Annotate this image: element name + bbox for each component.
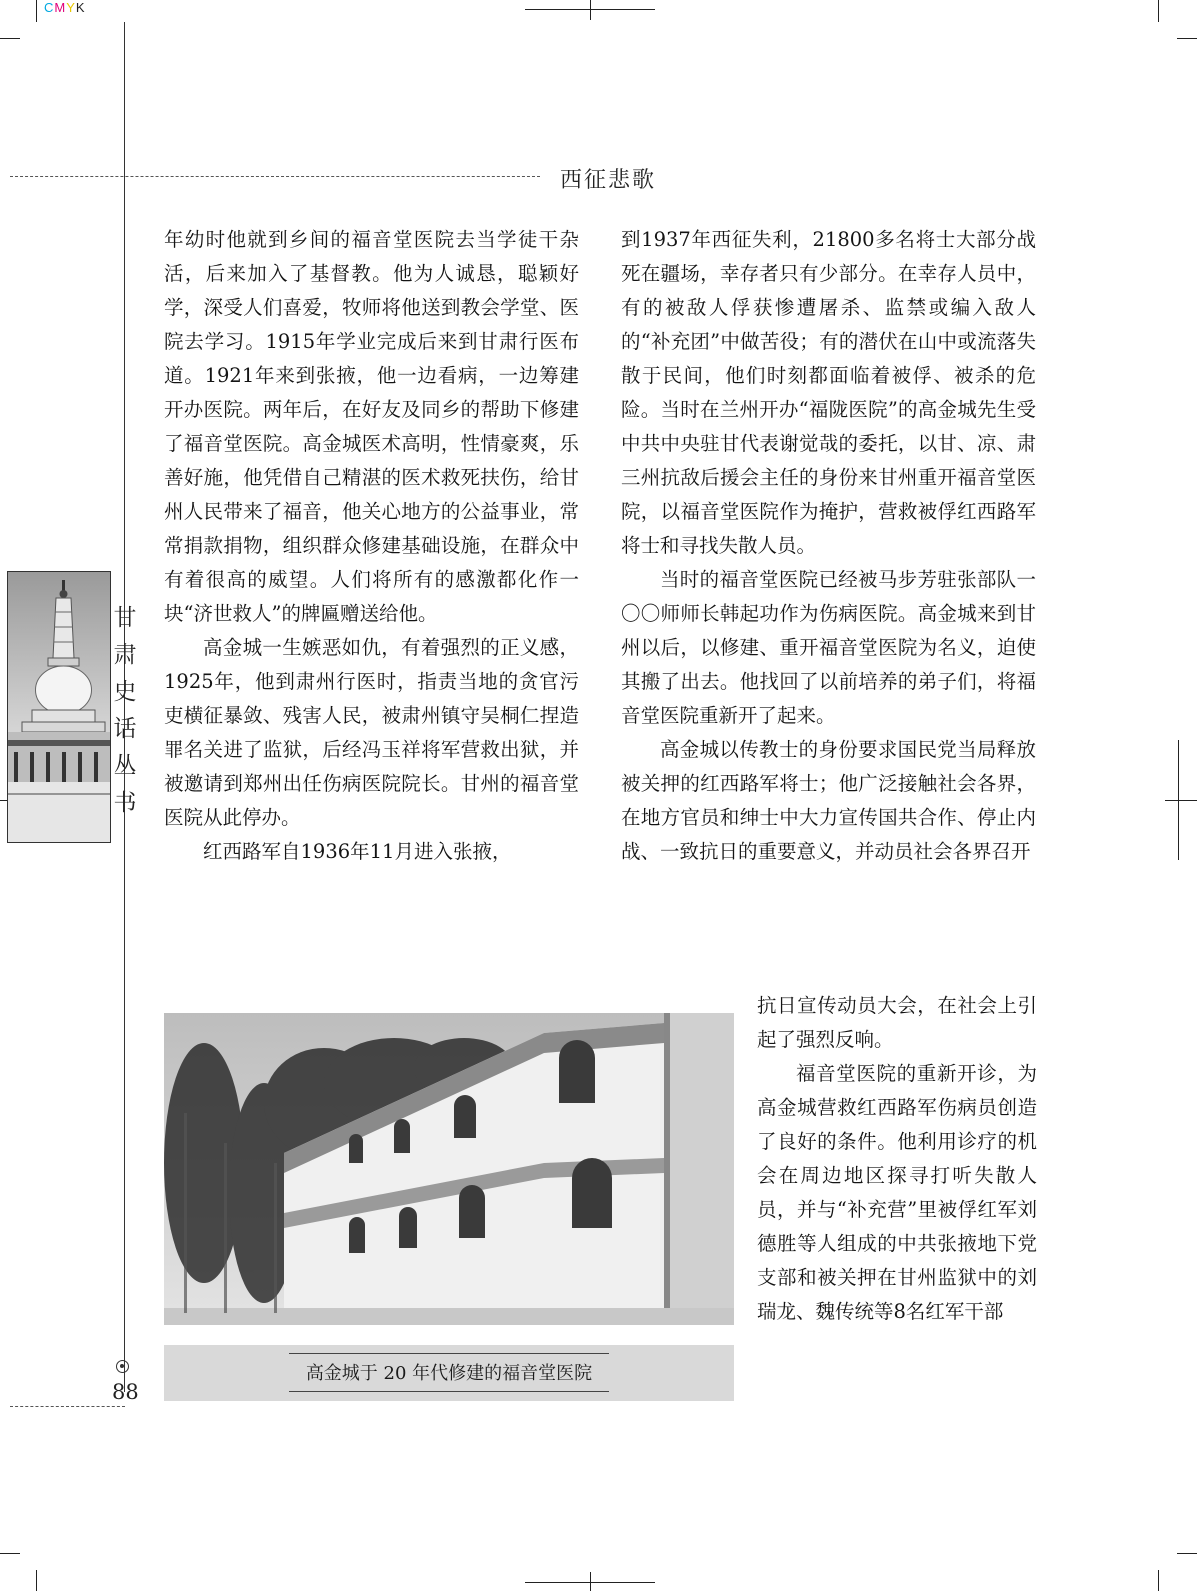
caption-rule-bottom (289, 1391, 609, 1392)
crop-mark (590, 0, 591, 20)
crop-mark (0, 1553, 20, 1554)
cmyk-y: Y (66, 0, 76, 15)
series-title-char: 史 (113, 679, 137, 705)
paragraph: 高金城以传教士的身份要求国民党当局释放被关押的红西路军将士；他广泛接触社会各界，在地方官员和绅士中大力宣传国共合作、停止内战、一致抗日的重要意义，并动员社会各界召开 (621, 738, 1036, 863)
series-title-char: 甘 (113, 605, 137, 631)
figure-caption: 高金城于 20 年代修建的福音堂医院 (305, 1363, 593, 1384)
caption-rule-top (289, 1353, 609, 1354)
crop-mark (1177, 38, 1197, 39)
series-title-vertical (112, 600, 138, 822)
page-number: 88 (112, 1380, 139, 1404)
side-pagoda-photo (7, 571, 111, 843)
paragraph: 到1937年西征失利，21800多名将士大部分战死在疆场，幸存者只有少部分。在幸存人员中，有的被敌人俘获惨遭屠杀、监禁或编入敌人的“补充团”中做苦役；有的潜伏在山中或流落失散于民间，他们时刻都面临着被俘、被杀的危险。当时在兰州开办“福陇医院”的高金城先生受中共中央驻甘代表谢觉哉的委托，以甘、凉、肃三州抗敌后援会主任的身份来甘州重开福音堂医院，以福音堂医院作为掩护，营救被俘红西路军将士和寻找失散人员。 (621, 228, 1036, 557)
paragraph: 福音堂医院的重新开诊，为高金城营救红西路军伤病员创造了良好的条件。他利用诊疗的机会在周边地区探寻打听失散人员，并与“补充营”里被俘红军刘德胜等人组成的中共张掖地下党支部和被关押在甘州监狱中的刘瑞龙、魏传统等8名红军干部 (757, 1062, 1037, 1323)
crop-mark (1158, 0, 1159, 22)
crop-mark (36, 1570, 37, 1591)
body-column-narrow (757, 989, 1037, 1329)
crop-mark (0, 38, 20, 39)
paragraph: 年幼时他就到乡间的福音堂医院去当学徒干杂活，后来加入了基督教。他为人诚恳，聪颖好学，深受人们喜爱，牧师将他送到教会学堂、医院去学习。1915年学业完成后来到甘肃行医布道。1921年来到张掖，他一边看病，一边筹建开办医院。两年后，在好友及同乡的帮助下修建了福音堂医院。高金城医术高明，性情豪爽，乐善好施，他凭借自己精湛的医术救死扶伤，给甘州人民带来了福音，他关心地方的公益事业，常常捐款捐物，组织群众修建基础设施，在群众中有着很高的威望。人们将所有的感激都化作一块“济世救人”的牌匾赠送给他。 (164, 228, 579, 625)
running-header-title: 西征悲歌 (560, 168, 657, 193)
header-dashed-rule (10, 176, 540, 177)
body-column-right (621, 223, 1036, 869)
crop-mark (1158, 1570, 1159, 1591)
paragraph: 当时的福音堂医院已经被马步芳驻张部队一〇〇师师长韩起功作为伤病医院。高金城来到甘州以后，以修建、重开福音堂医院为名义，迫使其搬了出去。他找回了以前培养的弟子们，将福音堂医院重新开了起来。 (621, 568, 1036, 727)
series-title-char: 丛 (113, 753, 137, 779)
cmyk-k: K (75, 0, 86, 15)
crop-mark (590, 1572, 591, 1591)
body-column-left (164, 223, 579, 869)
series-title-char: 肃 (113, 642, 137, 668)
crop-mark (36, 0, 37, 22)
crop-mark (1177, 1553, 1197, 1554)
hospital-photo (164, 1013, 734, 1325)
paragraph: 抗日宣传动员大会，在社会上引起了强烈反响。 (757, 994, 1037, 1051)
crop-mark (1165, 800, 1197, 801)
figure-caption-box (164, 1345, 734, 1401)
footer-dashed-rule (10, 1406, 125, 1407)
hospital-building-illustration (164, 1013, 734, 1325)
cmyk-c: C (44, 0, 55, 15)
cmyk-m: M (54, 0, 67, 15)
paragraph: 红西路军自1936年11月进入张掖， (203, 840, 512, 863)
series-title-char: 话 (113, 716, 137, 742)
page-number-ornament-icon (116, 1360, 129, 1373)
paragraph: 高金城一生嫉恶如仇，有着强烈的正义感，1925年，他到肃州行医时，指责当地的贪官污吏横征暴敛、残害人民，被肃州镇守吴桐仁捏造罪名关进了监狱，后经冯玉祥将军营救出狱，并被邀请到郑州出任伤病医院院长。甘州的福音堂医院从此停办。 (164, 636, 579, 829)
pagoda-illustration (8, 572, 110, 842)
cmyk-registration-mark (44, 0, 86, 15)
series-title-char: 书 (113, 790, 137, 816)
